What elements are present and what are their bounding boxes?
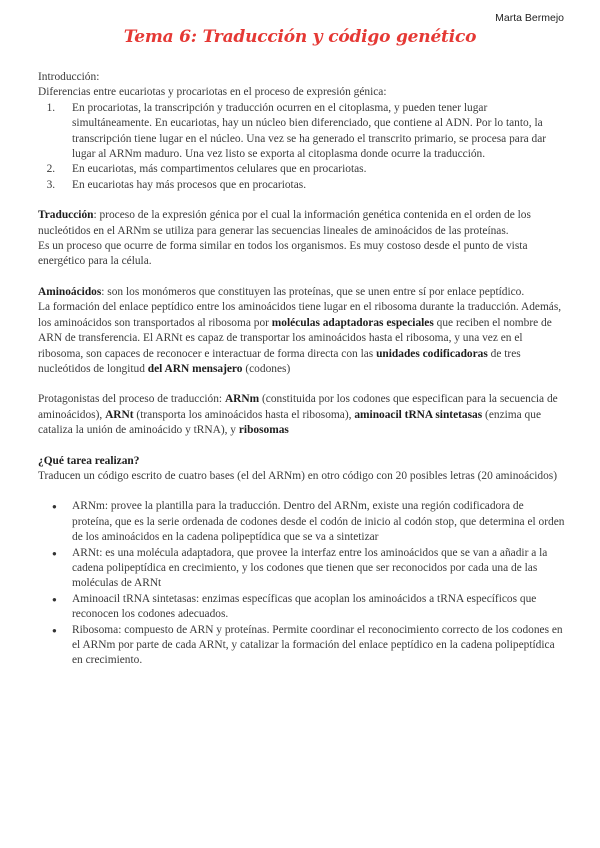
aminoacidos-def-text: : son los monómeros que constituyen las proteínas, que se unen entre sí por enlace peptídico. <box>101 285 525 298</box>
traduccion-extra: Es un proceso que ocurre de forma similar en todos los organismos. Es muy costoso desde el punto de vista energético para la célula. <box>38 240 528 268</box>
list-item: ● ARNt: es una molécula adaptadora, que provee la interfaz entre los aminoácidos que se van a añadir a la cadena polipeptídica en crecimiento, y los codones que tienen que ser reconocidos por cada una de las moléculas de ARNt <box>58 546 566 592</box>
aminoacidos-section <box>38 285 566 377</box>
text-run: de tres nucleótidos de longitud <box>38 347 521 375</box>
intro-list <box>38 101 566 193</box>
protagonistas-section <box>38 392 566 438</box>
text-run: (enzima que cataliza la unión de aminoácido y tRNA), y <box>38 408 541 437</box>
aminoacidos-definition <box>38 285 566 300</box>
tarea-text: Traducen un código escrito de cuatro bases (el del ARNm) en otro código con 20 posibles letras (20 aminoácidos) <box>38 469 557 482</box>
intro-lead: Diferencias entre eucariotas y procariotas en el proceso de expresión génica: <box>38 86 387 99</box>
bold-term: del ARN mensajero <box>147 362 243 375</box>
text-run: que reciben el nombre de ARN de transferencia. El ARNt es capaz de transportar los aminoácidos hasta el ribosoma, y una vez en el ribosoma, son capaces de reconocer e interactuar de forma directa con las <box>38 316 552 360</box>
heading-text: ¿Qué tarea realizan? <box>38 454 140 467</box>
bold-term: moléculas adaptadoras especiales <box>271 316 434 329</box>
text-run: (codones) <box>242 362 291 375</box>
list-item: ● Ribosoma: compuesto de ARN y proteínas. Permite coordinar el reconocimiento correcto de los codones en el ARNm por parte de cada ARNt, y catalizar la formación del enlace peptídico en la cadena polipeptídica en crecimiento. <box>58 623 566 669</box>
intro-heading: Introducción: <box>38 71 100 83</box>
list-item: ● Aminoacil tRNA sintetasas: enzimas específicas que acoplan los aminoácidos a tRNA específicos que reconocen los codones adecuados. <box>58 592 566 623</box>
traduccion-term: Traducción <box>38 209 94 222</box>
bold-term: unidades codificadoras <box>376 347 488 360</box>
list-item: 3. En eucariotas hay más procesos que en procariotas. <box>58 178 566 193</box>
document-body <box>38 70 566 669</box>
traduccion-section <box>38 208 566 270</box>
aminoacidos-term: Aminoácidos <box>38 285 102 298</box>
list-item: 1. En procariotas, la transcripción y traducción ocurren en el citoplasma, y pueden tener lugar simultáneamente. En eucariotas, hay un núcleo bien diferenciado, que contiene al ADN. Por lo tanto, la transcripción tiene lugar en el núcleo. Una vez se ha generado el transcrito primario, se procesa para dar lugar al ARNm maduro. Una vez listo se exporta al citoplasma donde ocurre la traducción. <box>58 101 566 163</box>
list-item: 2. En eucariotas, más compartimentos celulares que en procariotas. <box>58 162 566 177</box>
text-run: (constituida por los codones que especifican para la secuencia de aminoácidos), <box>38 393 558 421</box>
tarea-heading <box>38 454 566 469</box>
protagonistas-paragraph <box>38 392 566 438</box>
text-run: La formación del enlace peptídico entre los aminoácidos tiene lugar en el ribosoma durante la traducción. Además, los aminoácidos son transportados al ribosoma por <box>38 301 562 329</box>
traduccion-def-text: : proceso de la expresión génica por el cual la información genética contenida en el orden de los nucleótidos en el ARNm se utiliza para generar las secuencias lineales de aminoácidos de las proteínas. <box>38 209 531 237</box>
text-run: (transporta los aminoácidos hasta el ribosoma), <box>133 408 355 421</box>
bold-term: ARNm <box>224 393 260 406</box>
text-run: Protagonistas del proceso de traducción: <box>38 393 225 406</box>
list-item: ● ARNm: provee la plantilla para la traducción. Dentro del ARNm, existe una región codificadora de proteína, que es la serie ordenada de codones desde el codón de inicio al codón stop, que determina el orden de los aminoácidos en la cadena polipeptídica que se va a sintetizar <box>58 499 566 545</box>
page-title: Tema 6: Traducción y código genético <box>123 27 477 47</box>
tarea-section <box>38 454 566 669</box>
intro-section <box>38 70 566 193</box>
bold-term: aminoacil tRNA sintetasas <box>354 408 483 421</box>
bold-term: ARNt <box>105 408 134 421</box>
tarea-bullets <box>38 499 566 668</box>
traduccion-definition <box>38 208 566 239</box>
author-name: Marta Bermejo <box>495 12 564 24</box>
bold-term: ribosomas <box>238 424 289 437</box>
aminoacidos-paragraph <box>38 300 566 377</box>
